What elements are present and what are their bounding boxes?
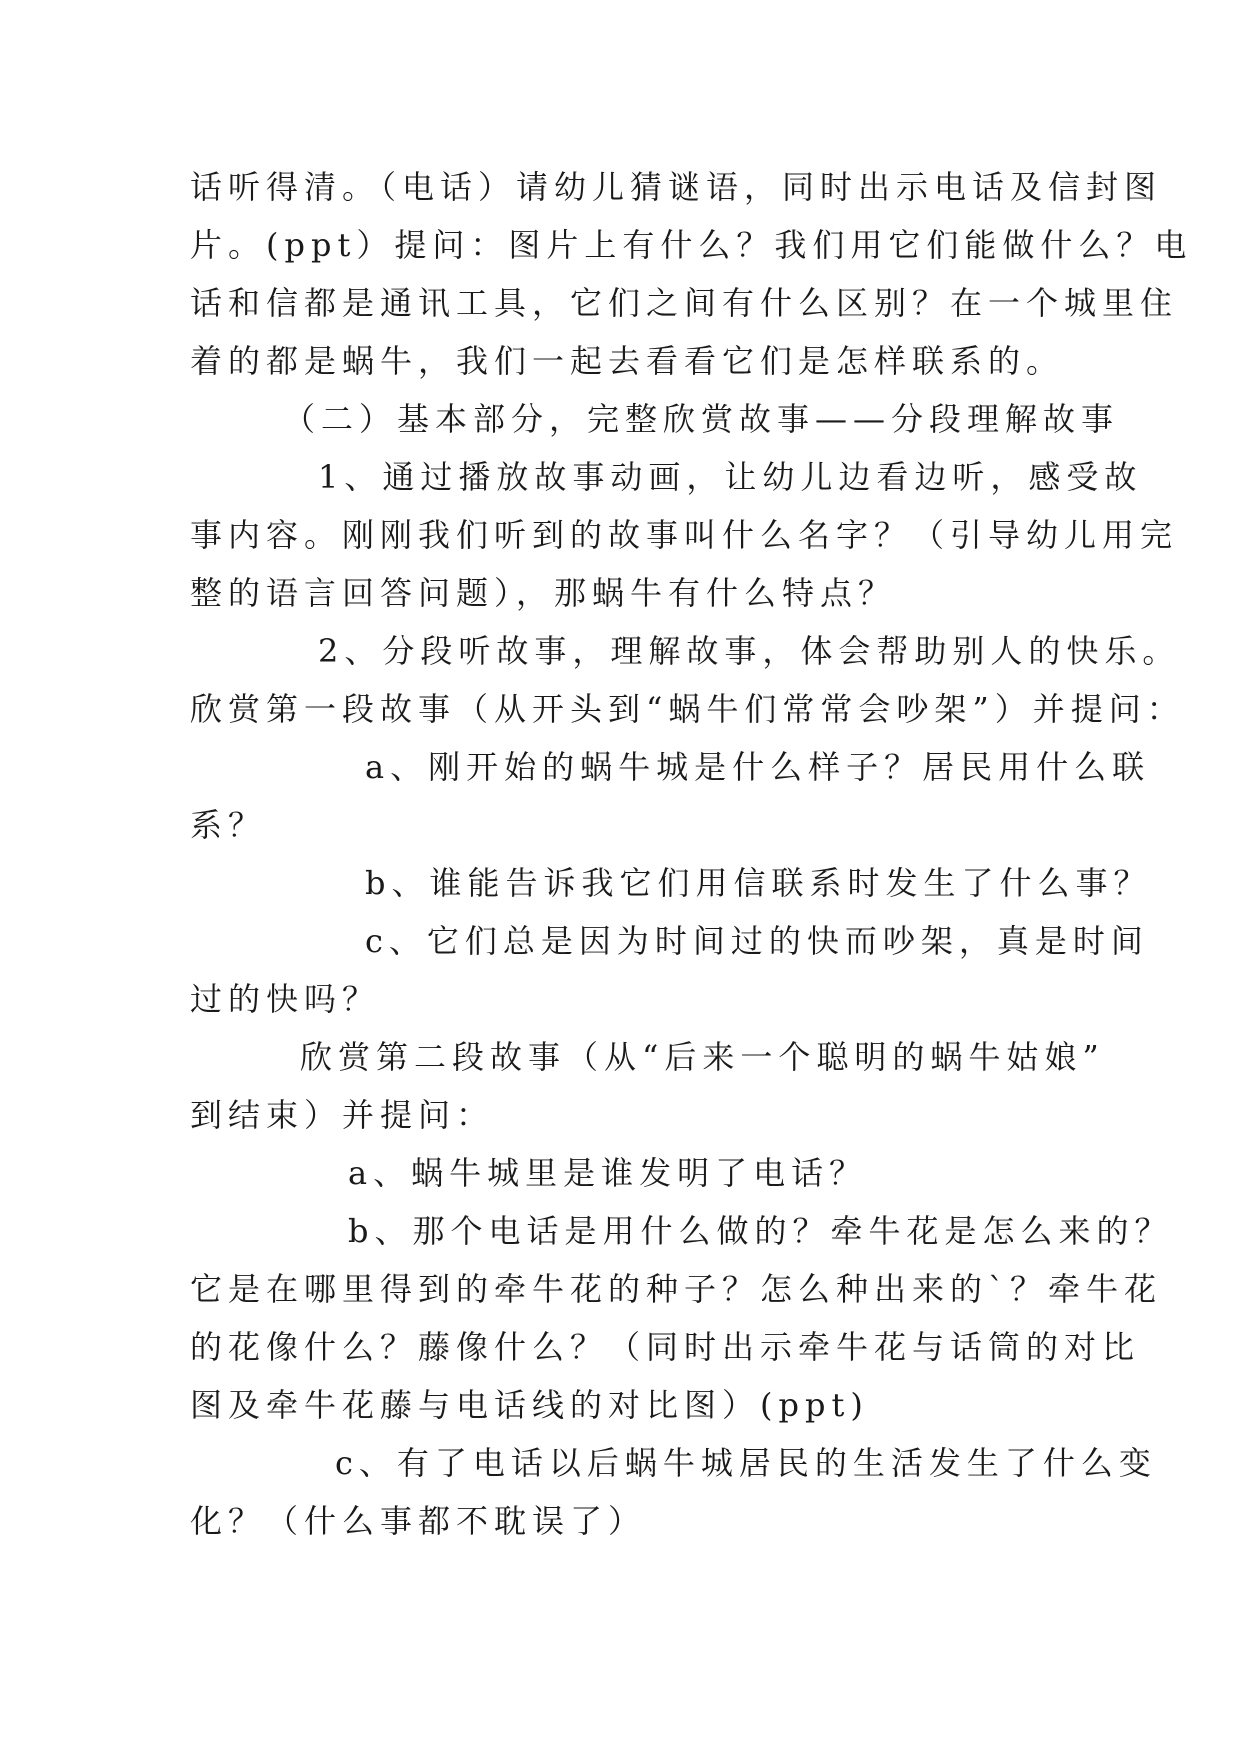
text-line: 系？ xyxy=(190,806,267,844)
text-line: 着的都是蜗牛，我们一起去看看它们是怎样联系的。 xyxy=(190,342,1065,380)
text-line: 片。(ppt）提问：图片上有什么？我们用它们能做什么？电 xyxy=(190,226,1193,264)
section-heading: （二）基本部分，完整欣赏故事——分段理解故事 xyxy=(283,400,1120,438)
text-line: 事内容。刚刚我们听到的故事叫什么名字？（引导幼儿用完 xyxy=(190,516,1179,554)
text-line: 整的语言回答问题），那蜗牛有什么特点？ xyxy=(190,574,897,612)
text-line: 2、分段听故事，理解故事，体会帮助别人的快乐。 xyxy=(318,632,1181,670)
question-item: b、谁能告诉我它们用信联系时发生了什么事？ xyxy=(365,864,1152,902)
question-item: c、它们总是因为时间过的快而吵架，真是时间 xyxy=(365,922,1149,960)
question-item: a、刚开始的蜗牛城是什么样子？居民用什么联 xyxy=(365,748,1151,786)
text-line: 话和信都是通讯工具，它们之间有什么区别？在一个城里住 xyxy=(190,284,1179,322)
text-line: 过的快吗？ xyxy=(190,980,381,1018)
text-line: 话听得清。（电话）请幼儿猜谜语，同时出示电话及信封图 xyxy=(190,168,1163,206)
text-line: 化？（什么事都不耽误了） xyxy=(190,1502,647,1540)
text-line: 1、通过播放故事动画，让幼儿边看边听，感受故 xyxy=(318,458,1143,496)
question-item: c、有了电话以后蜗牛城居民的生活发生了什么变 xyxy=(335,1444,1157,1482)
text-line: 欣赏第二段故事（从“后来一个聪明的蜗牛姑娘” xyxy=(300,1038,1105,1076)
text-line: 图及牵牛花藤与电话线的对比图）(ppt) xyxy=(190,1386,869,1424)
question-item: b、那个电话是用什么做的？牵牛花是怎么来的？ xyxy=(348,1212,1173,1250)
text-line: 的花像什么？藤像什么？（同时出示牵牛花与话筒的对比 xyxy=(190,1328,1141,1366)
text-line: 它是在哪里得到的牵牛花的种子？怎么种出来的`？牵牛花 xyxy=(190,1270,1163,1308)
text-line: 到结束）并提问： xyxy=(190,1096,495,1134)
text-line: 欣赏第一段故事（从开头到“蜗牛们常常会吵架”）并提问： xyxy=(190,690,1185,728)
question-item: a、蜗牛城里是谁发明了电话？ xyxy=(348,1154,868,1192)
